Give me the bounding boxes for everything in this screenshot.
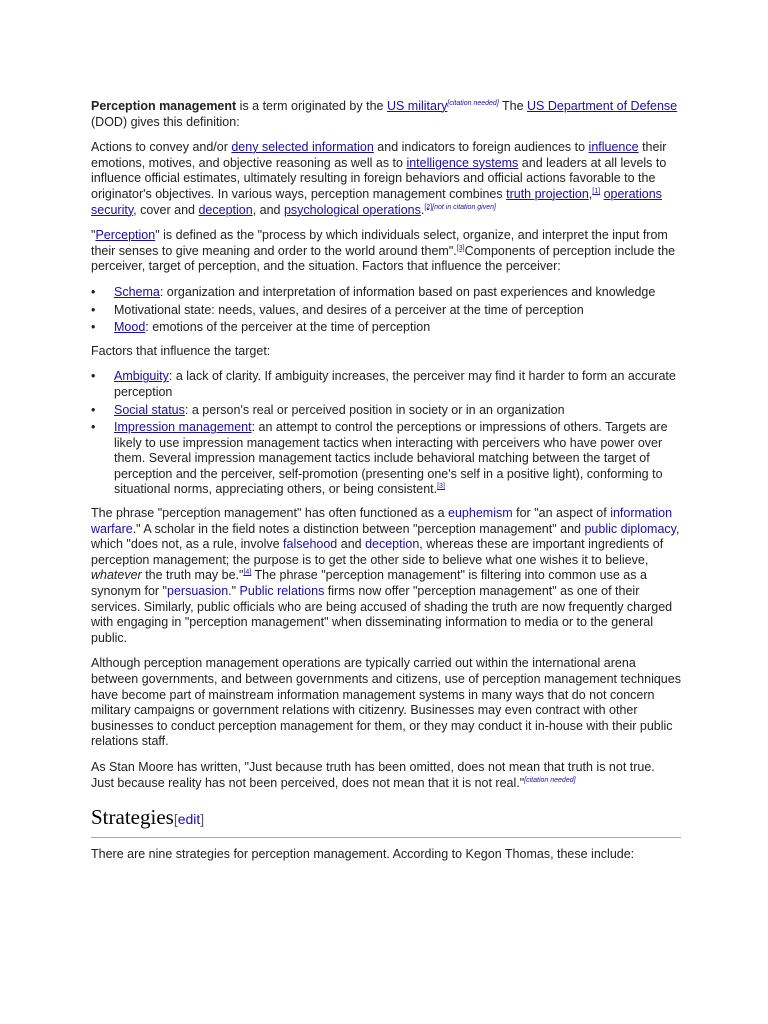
citation-needed[interactable]: [citation needed] [524, 776, 576, 784]
link-deception[interactable]: deception [365, 537, 420, 552]
article-body [91, 99, 681, 873]
section-heading-strategies: Strategies[edit] [91, 805, 681, 838]
reference-1[interactable]: [1] [592, 187, 601, 195]
article-term: Perception management [91, 99, 237, 113]
although-paragraph: Although perception management operations are typically carried out within the international arena between governments, and between governments and citizens, use of perception management techniques have become part of mainstream information management systems in many ways that do not concern military campaigns or government relations with citizenry. Businesses may even contract with other businesses to conduct perception management for them, or they may conduct it in-house with their public relations staff. [91, 656, 681, 749]
link-ambiguity[interactable]: Ambiguity [114, 369, 169, 384]
link-perception[interactable]: Perception [95, 228, 156, 243]
link-information-warfare[interactable]: information warfare [91, 506, 673, 536]
target-factors-list [91, 369, 681, 498]
list-item: • Impression management: an attempt to control the perceptions or impressions of others. Targets are likely to use impression management tactics when interacting with perceivers who have power over them. Several impression management tactics include behavioral matching between the target of perception and the perceiver, self-promotion (presenting one's self in a positive light), conforming to situational norms, appreciating others, or being consistent.[3] [91, 420, 681, 498]
link-influence[interactable]: influence [588, 140, 639, 155]
link-operations-security[interactable]: operations security [91, 186, 662, 217]
link-social-status[interactable]: Social status [114, 402, 185, 417]
link-public-relations[interactable]: Public relations [239, 584, 325, 599]
reference-4[interactable]: [4] [243, 569, 252, 577]
list-item: • Social status: a person's real or perceived position in society or in an organization [91, 403, 681, 419]
list-item: • Mood: emotions of the perceiver at the time of perception [91, 320, 681, 336]
link-persuasion[interactable]: persuasion [167, 584, 229, 599]
list-item: • Motivational state: needs, values, and desires of a perceiver at the time of perception [91, 303, 681, 319]
link-falsehood[interactable]: falsehood [283, 537, 338, 552]
link-deception[interactable]: deception [198, 202, 253, 217]
link-impression-management[interactable]: Impression management [114, 420, 252, 435]
reference-3[interactable]: [3] [437, 483, 445, 491]
link-intelligence-systems[interactable]: intelligence systems [406, 155, 519, 170]
link-deny-selected-information[interactable]: deny selected information [231, 140, 374, 155]
strategies-intro: There are nine strategies for perception management. According to Kegon Thomas, these include: [91, 847, 635, 862]
intro-paragraph: Perception management is a term originated by the US military[citation needed] The US Department of Defense (DOD) gives this definition: [91, 99, 678, 129]
link-us-military[interactable]: US military [386, 99, 448, 113]
link-public-diplomacy[interactable]: public diplomacy [584, 521, 676, 536]
list-item: • Ambiguity: a lack of clarity. If ambiguity increases, the perceiver may find it harder to form an accurate perception [91, 369, 681, 400]
link-us-dod[interactable]: US Department of Defense [527, 99, 678, 113]
reference-3[interactable]: [3] [456, 244, 465, 252]
target-factors-heading: Factors that influence the target: [91, 343, 271, 358]
list-item: • Schema: organization and interpretation of information based on past experiences and knowledge [91, 285, 681, 301]
moore-paragraph: As Stan Moore has written, "Just because truth has been omitted, does not mean that truth is not true. Just because reality has not been perceived, does not mean that it is not real."[citation needed] [91, 759, 655, 790]
link-euphemism[interactable]: euphemism [448, 506, 513, 521]
citation-needed[interactable]: [citation needed] [447, 99, 499, 107]
perceiver-factors-list [91, 285, 681, 336]
link-truth-projection[interactable]: truth projection [506, 186, 589, 201]
edit-section-link: [edit] [173, 811, 205, 828]
perception-paragraph: "Perception" is defined as the "process by which individuals select, organize, and interpret the input from their senses to give meaning and order to the world around them".[3]Components of perception include the perceiver, target of perception, and the situation. Factors that influence the perceiver: [91, 228, 676, 274]
not-in-citation-given[interactable]: [not in citation given] [432, 203, 496, 211]
reference-2[interactable]: [2] [424, 203, 433, 211]
definition-paragraph: Actions to convey and/or deny selected information and indicators to foreign audiences to influence their emotions, motives, and objective reasoning as well as to intelligence systems and leaders at all levels to influence official estimates, ultimately resulting in foreign behaviors and official actions favorable to the originator's objectives. In various ways, perception management combines truth projection,[1] operations security, cover and deception, and psychological operations.[2][not in citation given] [91, 140, 667, 217]
link-mood[interactable]: Mood [114, 320, 146, 335]
phrase-paragraph: The phrase "perception management" has often functioned as a euphemism for "an aspect of information warfare." A scholar in the field notes a distinction between "perception management" and public diplomacy, which "does not, as a rule, involve falsehood and deception, whereas these are important ingredients of perception management; the purpose is to get the other side to believe what one wishes it to believe, whatever the truth may be."[4] The phrase "perception management" is filtering into common use as a synonym for "persuasion." Public relations firms now offer "perception management" as one of their services. Similarly, public officials who are being accused of shading the truth are now frequently charged with engaging in "perception management" when disseminating information to media or to the general public. [91, 506, 680, 645]
link-psychological-operations[interactable]: psychological operations [283, 202, 421, 217]
link-schema[interactable]: Schema [114, 284, 160, 299]
edit-link[interactable]: edit [177, 811, 201, 828]
